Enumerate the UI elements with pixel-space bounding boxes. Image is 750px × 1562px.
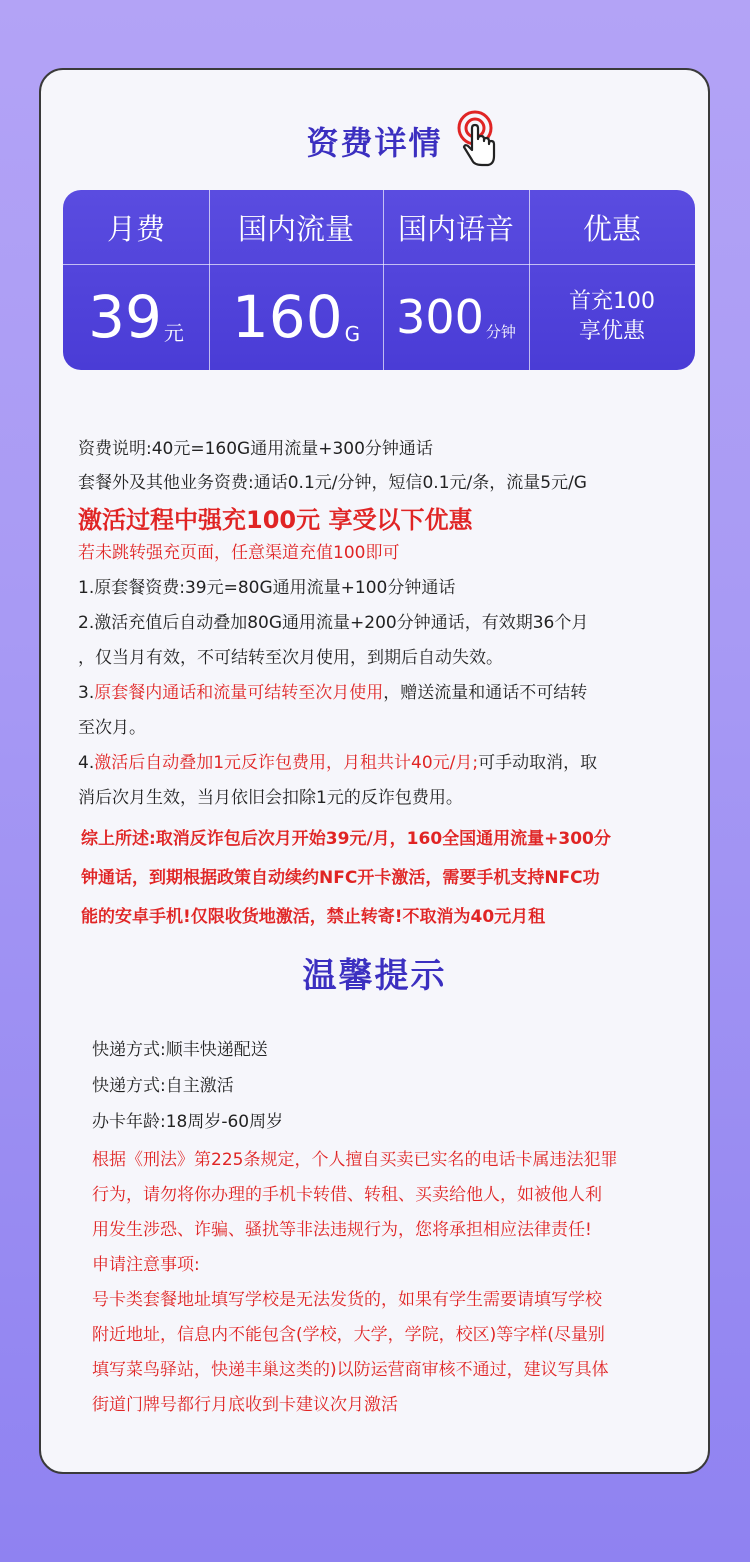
monthly-fee-value: 39 <box>88 283 162 351</box>
notice-line: 街道门牌号都行月底收到卡建议次月激活 <box>92 1395 398 1415</box>
summary-line: 能的安卓手机!仅限收货地激活，禁止转寄!不取消为40元月租 <box>81 907 546 927</box>
notice-line: 号卡类套餐地址填写学校是无法发货的，如果有学生需要请填写学校 <box>92 1290 602 1310</box>
summary-line: 综上所述:取消反诈包后次月开始39元/月，160全国通用流量+300分 <box>81 829 611 849</box>
detail-item-2-line1: 2.激活充值后自动叠加80G通用流量+200分钟通话，有效期36个月 <box>78 613 589 633</box>
data-cell <box>209 264 383 370</box>
detail-item-3-line2: 至次月。 <box>78 718 146 738</box>
click-pointer-icon <box>456 110 502 170</box>
detail-item-3-highlight: 原套餐内通话和流量可结转至次月使用 <box>94 683 384 703</box>
law-notice-line: 行为，请勿将你办理的手机卡转借、转租、买卖给他人，如被他人利 <box>92 1185 602 1205</box>
voice-unit: 分钟 <box>485 323 516 341</box>
detail-item-4-prefix: 4. <box>78 753 95 773</box>
detail-item-3 <box>78 678 587 703</box>
voice-cell <box>383 264 529 370</box>
detail-item-3-rest: ，赠送流量和通话不可结转 <box>383 683 588 703</box>
fee-section-title: 资费详情 <box>306 124 443 162</box>
delivery-method: 快递方式:顺丰快递配送 <box>92 1040 268 1060</box>
detail-item-4 <box>78 748 597 773</box>
header-monthly-fee: 月费 <box>106 211 165 246</box>
law-notice-line: 用发生涉恐、诈骗、骚扰等非法违规行为，您将承担相应法律责任! <box>92 1220 592 1240</box>
activation-headline: 激活过程中强充100元 享受以下优惠 <box>78 506 473 534</box>
monthly-fee-cell <box>63 264 209 370</box>
notice-title: 申请注意事项: <box>92 1255 200 1275</box>
fee-table <box>63 190 695 370</box>
law-notice-line: 根据《刑法》第225条规定，个人擅自买卖已实名的电话卡属违法犯罪 <box>92 1150 618 1170</box>
detail-item-4-line2: 消后次月生效，当月依旧会扣除1元的反诈包费用。 <box>78 788 463 808</box>
age-requirement: 办卡年龄:18周岁-60周岁 <box>92 1112 284 1132</box>
voice-value: 300 <box>396 290 484 344</box>
detail-item-4-highlight: 激活后自动叠加1元反诈包费用，月租共计40元/月; <box>94 753 479 773</box>
tips-section-title: 温馨提示 <box>302 956 447 996</box>
content-card <box>39 68 710 1474</box>
header-domestic-voice: 国内语音 <box>397 211 514 246</box>
notice-line: 填写菜鸟驿站，快递丰巢这类的)以防运营商审核不通过，建议写具体 <box>92 1360 609 1380</box>
benefit-line: 享优惠 <box>578 319 645 344</box>
header-domestic-data: 国内流量 <box>237 211 354 246</box>
detail-item-2-line2: ，仅当月有效，不可结转至次月使用，到期后自动失效。 <box>78 648 503 668</box>
notice-line: 附近地址，信息内不能包含(学校，大学，学院，校区)等字样(尽量别 <box>92 1325 605 1345</box>
detail-item-3-prefix: 3. <box>78 683 95 703</box>
data-unit: G <box>344 322 361 346</box>
summary-line: 钟通话，到期根据政策自动续约NFC开卡激活，需要手机支持NFC功 <box>81 868 600 888</box>
extra-fees: 套餐外及其他业务资费:通话0.1元/分钟，短信0.1元/条，流量5元/G <box>78 473 587 493</box>
detail-item-1: 1.原套餐资费:39元=80G通用流量+100分钟通话 <box>78 578 456 598</box>
fee-description: 资费说明:40元=160G通用流量+300分钟通话 <box>78 439 433 459</box>
header-benefit: 优惠 <box>582 211 641 246</box>
benefit-cell <box>529 264 695 370</box>
benefit-line: 首充100 <box>569 289 655 314</box>
monthly-fee-unit: 元 <box>163 321 184 345</box>
data-value: 160 <box>231 283 343 351</box>
activation-method: 快递方式:自主激活 <box>92 1076 234 1096</box>
activation-note: 若未跳转强充页面，任意渠道充值100即可 <box>78 543 400 563</box>
detail-item-4-rest: 可手动取消，取 <box>478 753 598 773</box>
